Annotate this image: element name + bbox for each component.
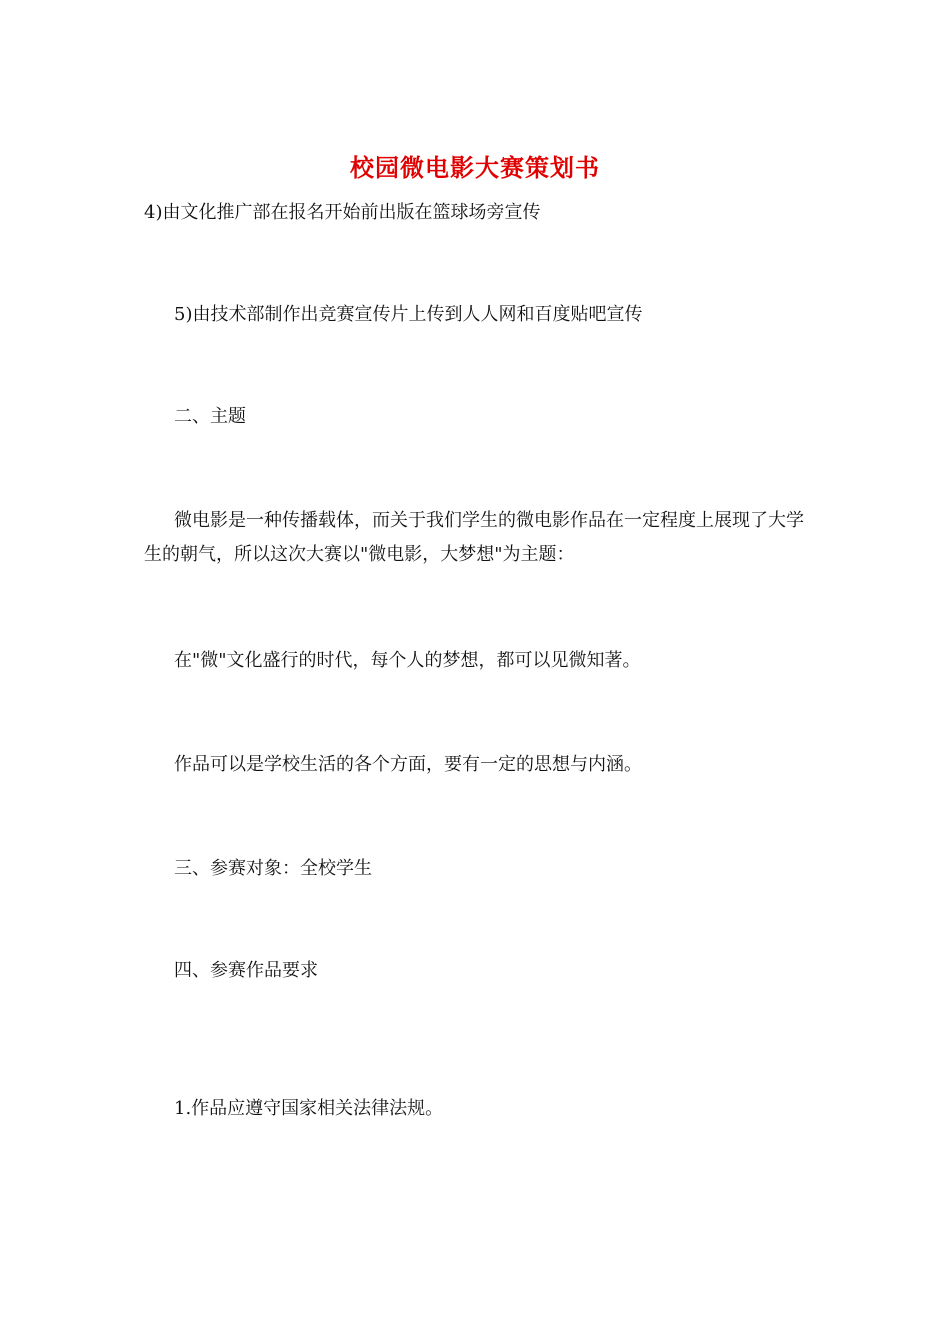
paragraph-work-content: 作品可以是学校生活的各个方面，要有一定的思想与内涵。 — [174, 754, 642, 775]
paragraph-micro-culture: 在"微"文化盛行的时代，每个人的梦想，都可以见微知著。 — [174, 650, 641, 671]
paragraph-theme-description: 微电影是一种传播载体，而关于我们学生的微电影作品在一定程度上展现了大学生的朝气，所以这次大赛以"微电影，大梦想"为主题： — [144, 510, 804, 565]
paragraph-publicity-video: 5)由技术部制作出竞赛宣传片上传到人人网和百度贴吧宣传 — [174, 304, 643, 325]
section-heading-requirements: 四、参赛作品要求 — [174, 960, 318, 981]
document-title: 校园微电影大赛策划书 — [350, 153, 600, 182]
list-item-requirement-1: 1.作品应遵守国家相关法律法规。 — [174, 1098, 444, 1119]
section-heading-theme: 二、主题 — [174, 406, 246, 427]
section-heading-participants: 三、参赛对象：全校学生 — [174, 858, 372, 879]
paragraph-publicity-basketball: 4)由文化推广部在报名开始前出版在篮球场旁宣传 — [144, 202, 541, 223]
